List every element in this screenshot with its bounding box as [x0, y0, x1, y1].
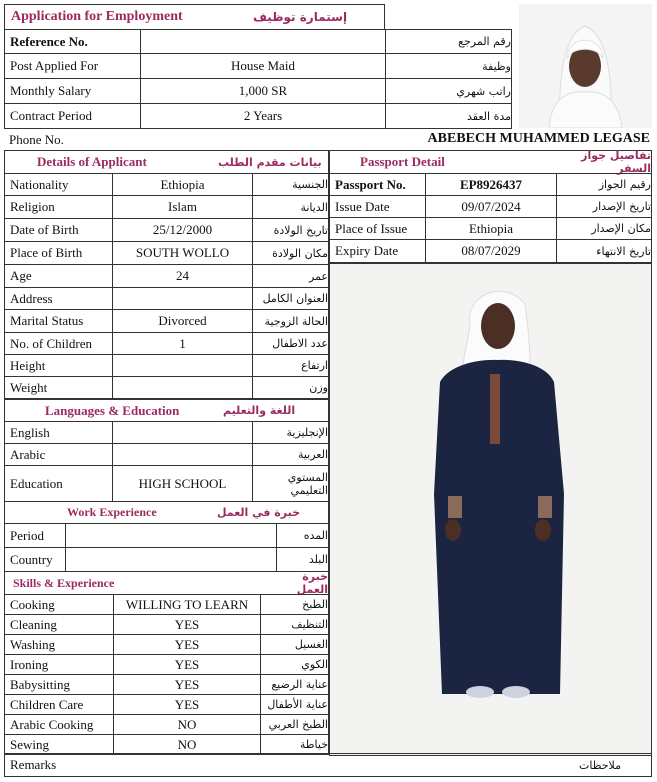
detail-value: Islam — [112, 195, 253, 219]
salary-label-ar: راتب شهري — [385, 78, 512, 104]
work-title-ar: خبرة في العمل — [217, 506, 301, 519]
contract-value: 2 Years — [140, 103, 386, 129]
salary-label: Monthly Salary — [4, 78, 141, 104]
languages-title: Languages & Education — [45, 402, 180, 418]
detail-value — [112, 376, 253, 399]
passport-title: Passport Detail — [360, 154, 445, 169]
contract-label: Contract Period — [4, 103, 141, 129]
lang-value-1 — [112, 443, 253, 466]
lang-label-ar-1: العربية — [252, 443, 329, 466]
applicant-full-photo — [329, 263, 652, 756]
post-value: House Maid — [140, 53, 386, 79]
salary-value: 1,000 SR — [140, 78, 386, 104]
detail-label-ar: تاريخ الولادة — [252, 218, 329, 242]
details-title-ar: بيانات مقدم الطلب — [218, 155, 322, 169]
remarks-label-ar: ملاحظات — [579, 758, 621, 772]
form-title: Application for Employment — [11, 9, 183, 24]
details-title: Details of Applicant — [37, 154, 147, 169]
post-label: Post Applied For — [4, 53, 141, 79]
passport-label-1: Issue Date — [329, 195, 426, 218]
skill-label-ar: عناية الرضيع — [260, 674, 329, 695]
detail-label: Address — [4, 287, 113, 310]
passport-label-ar-0: رقيم الجواز — [556, 173, 652, 196]
reference-value — [140, 29, 386, 54]
skill-label: Babysitting — [4, 674, 114, 695]
skill-value: YES — [113, 674, 261, 695]
passport-section-header — [329, 150, 652, 174]
skill-label-ar: الكوي — [260, 654, 329, 675]
work-value-0 — [65, 523, 277, 548]
skill-label-ar: عناية الأطفال — [260, 694, 329, 715]
work-label-0: Period — [4, 523, 66, 548]
passport-value-3: 08/07/2029 — [425, 239, 557, 263]
lang-label-1: Arabic — [4, 443, 113, 466]
skill-value: NO — [113, 734, 261, 755]
post-label-ar: وظيفة — [385, 53, 512, 79]
detail-label: Weight — [4, 376, 113, 399]
skill-label-ar: الغسيل — [260, 634, 329, 655]
skill-value: YES — [113, 654, 261, 675]
lang-value-0 — [112, 421, 253, 444]
passport-label-3: Expiry Date — [329, 239, 426, 263]
detail-label-ar: ارتفاع — [252, 354, 329, 377]
passport-label-2: Place of Issue — [329, 217, 426, 240]
skill-label: Cleaning — [4, 614, 114, 635]
detail-value — [112, 287, 253, 310]
detail-label-ar: الديانة — [252, 195, 329, 219]
skills-title-ar: خبرة العمل — [296, 570, 328, 596]
detail-label: Religion — [4, 195, 113, 219]
applicant-portrait — [519, 4, 652, 128]
skill-label: Children Care — [4, 694, 114, 715]
reference-label-ar: رقم المرجع — [385, 29, 512, 54]
form-title-row — [4, 4, 385, 29]
lang-label-ar-0: الإنجليزية — [252, 421, 329, 444]
skill-value: YES — [113, 634, 261, 655]
lang-value-2: HIGH SCHOOL — [112, 465, 253, 502]
applicant-name: ABEBECH MUHAMMED LEGASE — [427, 131, 650, 146]
work-label-ar-0: المده — [276, 523, 329, 548]
passport-label-ar-2: مكان الإصدار — [556, 217, 652, 240]
work-label-1: Country — [4, 547, 66, 572]
skill-value: YES — [113, 694, 261, 715]
detail-label: No. of Children — [4, 332, 113, 355]
passport-value-1: 09/07/2024 — [425, 195, 557, 218]
contract-label-ar: مدة العقد — [385, 103, 512, 129]
detail-label-ar: عمر — [252, 264, 329, 288]
detail-label-ar: الجنسية — [252, 173, 329, 196]
remarks-label: Remarks — [10, 757, 57, 772]
detail-value: 24 — [112, 264, 253, 288]
detail-value: Divorced — [112, 309, 253, 333]
detail-label-ar: وزن — [252, 376, 329, 399]
skill-value: WILLING TO LEARN — [113, 594, 261, 615]
work-value-1 — [65, 547, 277, 572]
detail-value: Ethiopia — [112, 173, 253, 196]
skills-section-header — [4, 571, 329, 595]
phone-label: Phone No. — [4, 128, 141, 150]
skill-label: Sewing — [4, 734, 114, 755]
passport-title-ar: تفاصيل جواز السفر — [581, 149, 651, 175]
passport-value-2: Ethiopia — [425, 217, 557, 240]
detail-label: Date of Birth — [4, 218, 113, 242]
work-label-ar-1: البلد — [276, 547, 329, 572]
reference-label: Reference No. — [4, 29, 141, 54]
skill-label: Washing — [4, 634, 114, 655]
skill-label: Arabic Cooking — [4, 714, 114, 735]
detail-label-ar: عدد الاطفال — [252, 332, 329, 355]
skill-label-ar: الطبخ — [260, 594, 329, 615]
detail-label: Marital Status — [4, 309, 113, 333]
skill-value: NO — [113, 714, 261, 735]
person-figure-icon — [330, 264, 651, 755]
passport-value-0: EP8926437 — [425, 173, 557, 196]
skill-label: Ironing — [4, 654, 114, 675]
skill-value: YES — [113, 614, 261, 635]
languages-section-header — [4, 399, 329, 422]
remarks-row — [4, 753, 652, 777]
languages-title-ar: اللغة والتعليم — [223, 404, 296, 417]
detail-value: SOUTH WOLLO — [112, 241, 253, 265]
skills-title: Skills & Experience — [13, 575, 115, 590]
skill-label-ar: خياطة — [260, 734, 329, 755]
detail-value: 1 — [112, 332, 253, 355]
portrait-icon — [519, 4, 652, 128]
skill-label: Cooking — [4, 594, 114, 615]
work-section-header — [4, 501, 329, 524]
passport-label-ar-3: تاريخ الانتهاء — [556, 239, 652, 263]
detail-label-ar: مكان الولادة — [252, 241, 329, 265]
skill-label-ar: التنظيف — [260, 614, 329, 635]
detail-value — [112, 354, 253, 377]
form-title-ar: إستمارة توظيف — [253, 10, 348, 24]
detail-value: 25/12/2000 — [112, 218, 253, 242]
details-section-header — [4, 150, 329, 174]
skill-label-ar: الطبخ العربي — [260, 714, 329, 735]
lang-label-ar-2: المستوي التعليمي — [252, 465, 329, 502]
detail-label: Height — [4, 354, 113, 377]
passport-label-ar-1: تاريخ الإصدار — [556, 195, 652, 218]
detail-label: Age — [4, 264, 113, 288]
detail-label-ar: الحالة الزوجية — [252, 309, 329, 333]
lang-label-0: English — [4, 421, 113, 444]
detail-label-ar: العنوان الكامل — [252, 287, 329, 310]
detail-label: Place of Birth — [4, 241, 113, 265]
detail-label: Nationality — [4, 173, 113, 196]
work-title: Work Experience — [67, 505, 157, 519]
lang-label-2: Education — [4, 465, 113, 502]
passport-label-0: Passport No. — [329, 173, 426, 196]
